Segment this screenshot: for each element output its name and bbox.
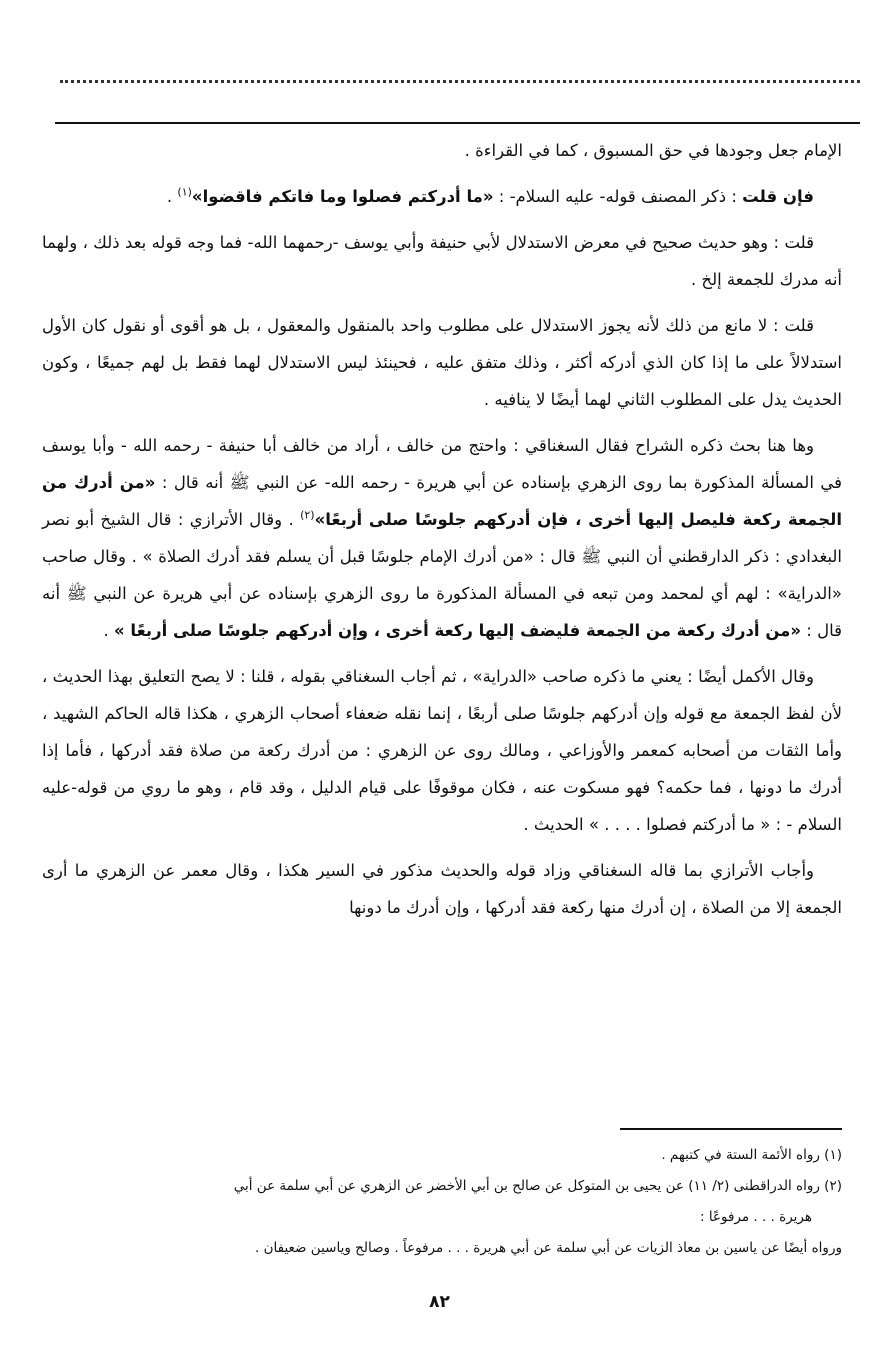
footnote-ref-2[interactable]: (٢)	[300, 508, 315, 522]
paragraph-1: الإمام جعل وجودها في حق المسبوق ، كما في القراءة .	[464, 141, 842, 160]
hadith-quote: «ما أدركتم فصلوا وما فاتكم فاقضوا»	[191, 187, 494, 206]
header-dotted-line	[60, 80, 860, 83]
paragraph-3: قلت : وهو حديث صحيح في معرض الاستدلال لأبي حنيفة وأبي يوسف -رحمهما الله- فما وجه قوله بعد ذلك ، ولهما أنه مدرك للجمعة إلخ .	[42, 233, 842, 289]
question-label: فإن قلت	[742, 187, 814, 206]
paragraph-7: وأجاب الأترازي بما قاله السغناقي وزاد قوله والحديث مذكور في السير هكذا ، وقال معمر عن الزهري ما أرى الجمعة إلا من الصلاة ، إن أدرك منها ركعة فقد أدركها ، وإن أدرك ما دونها	[42, 861, 842, 917]
footnote-ref-1[interactable]: (١)	[177, 185, 192, 199]
footnotes	[40, 1140, 842, 1264]
text: . وقال الأترازي : قال الشيخ أبو نصر البغدادي : ذكر الدارقطني أن النبي ﷺ قال : «من أدرك الإمام جلوسًا قبل أن يسلم فقد أدرك الصلاة » . وقال صاحب «الدراية» : لهم أي لمحمد ومن تبعه في المسألة المذكورة ما روى الزهري بإسناده عن أبي هريرة عن النبي ﷺ أنه قال :	[42, 510, 842, 640]
header-rule	[55, 122, 860, 124]
paragraph-6: وقال الأكمل أيضًا : يعني ما ذكره صاحب «الدراية» ، ثم أجاب السغناقي بقوله ، قلنا : لا يصح التعليق بهذا الحديث ، لأن لفظ الجمعة مع قوله وإن أدركهم جلوسًا صلى أربعًا ، إنما نقله ضعفاء أصحاب الزهري ، هكذا قاله الحاكم الشهيد ، وأما الثقات من أصحابه كمعمر والأوزاعي ، ومالك روى عن الزهري : من أدرك ركعة من صلاة فقد أدركها ، فأما إذا أدرك ما دونها ، فما حكمه؟ فهو مسكوت عنه ، فكان موقوفًا على قيام الدليل ، وقد قام ، وهو ما روي من قوله-عليه السلام - : « ما أدركتم فصلوا . . . . » الحديث .	[42, 667, 842, 834]
page-number: ٨٢	[429, 1292, 450, 1312]
footnote-2: (٢) رواه الدراقطنى (٢/ ١١) عن يحيى بن المتوكل عن صالح بن أبي الأخضر عن الزهري عن أبي سلمة عن أبي	[233, 1178, 842, 1194]
text: .	[103, 621, 114, 640]
footnote-2-continued: هريرة . . . مرفوعًا :	[699, 1209, 812, 1225]
main-text	[42, 132, 842, 935]
footnote-2-extra: ورواه أيضًا عن ياسين بن معاذ الزيات عن أبي سلمة عن أبي هريرة . . . مرفوعاً . وصالح وياسين ضعيفان .	[255, 1240, 842, 1256]
footnote-rule	[620, 1128, 842, 1130]
paragraph-5	[42, 427, 842, 649]
text: وها هنا بحث ذكره الشراح فقال السغناقي : واحتج من خالف ، أراد من خالف أبا حنيفة - رحمه الله - وأبا يوسف في المسألة المذكورة بما روى الزهري بإسناده عن أبي هريرة - رحمه الله- عن النبي ﷺ أنه قال :	[42, 436, 842, 492]
text: : ذكر المصنف قوله- عليه السلام- :	[493, 187, 743, 206]
paragraph-2	[42, 178, 842, 215]
hadith-quote: «من أدرك ركعة من الجمعة فليضف إليها ركعة أخرى ، وإن أدركهم جلوسًا صلى أربعًا »	[114, 621, 802, 640]
hadith-quote: «من أدرك من الجمعة ركعة فليصل إليها أخرى ، فإن أدركهم جلوسًا صلى أربعًا»	[42, 473, 842, 529]
paragraph-4: قلت : لا مانع من ذلك لأنه يجوز الاستدلال على مطلوب واحد بالمنقول والمعقول ، بل هو أقوى أو نقول كان الأول استدلالاً على ما إذا كان الذي أدركه أكثر ، وذلك متفق عليه ، فحينئذ ليس الاستدلال لهما فقط بل لهم جميعًا ، وكون الحديث يدل على المطلوب الثاني لهما أيضًا لا ينافيه .	[42, 316, 842, 409]
footnote-1: (١) رواه الأئمة الستة في كتبهم .	[661, 1147, 842, 1163]
text: .	[166, 187, 178, 206]
